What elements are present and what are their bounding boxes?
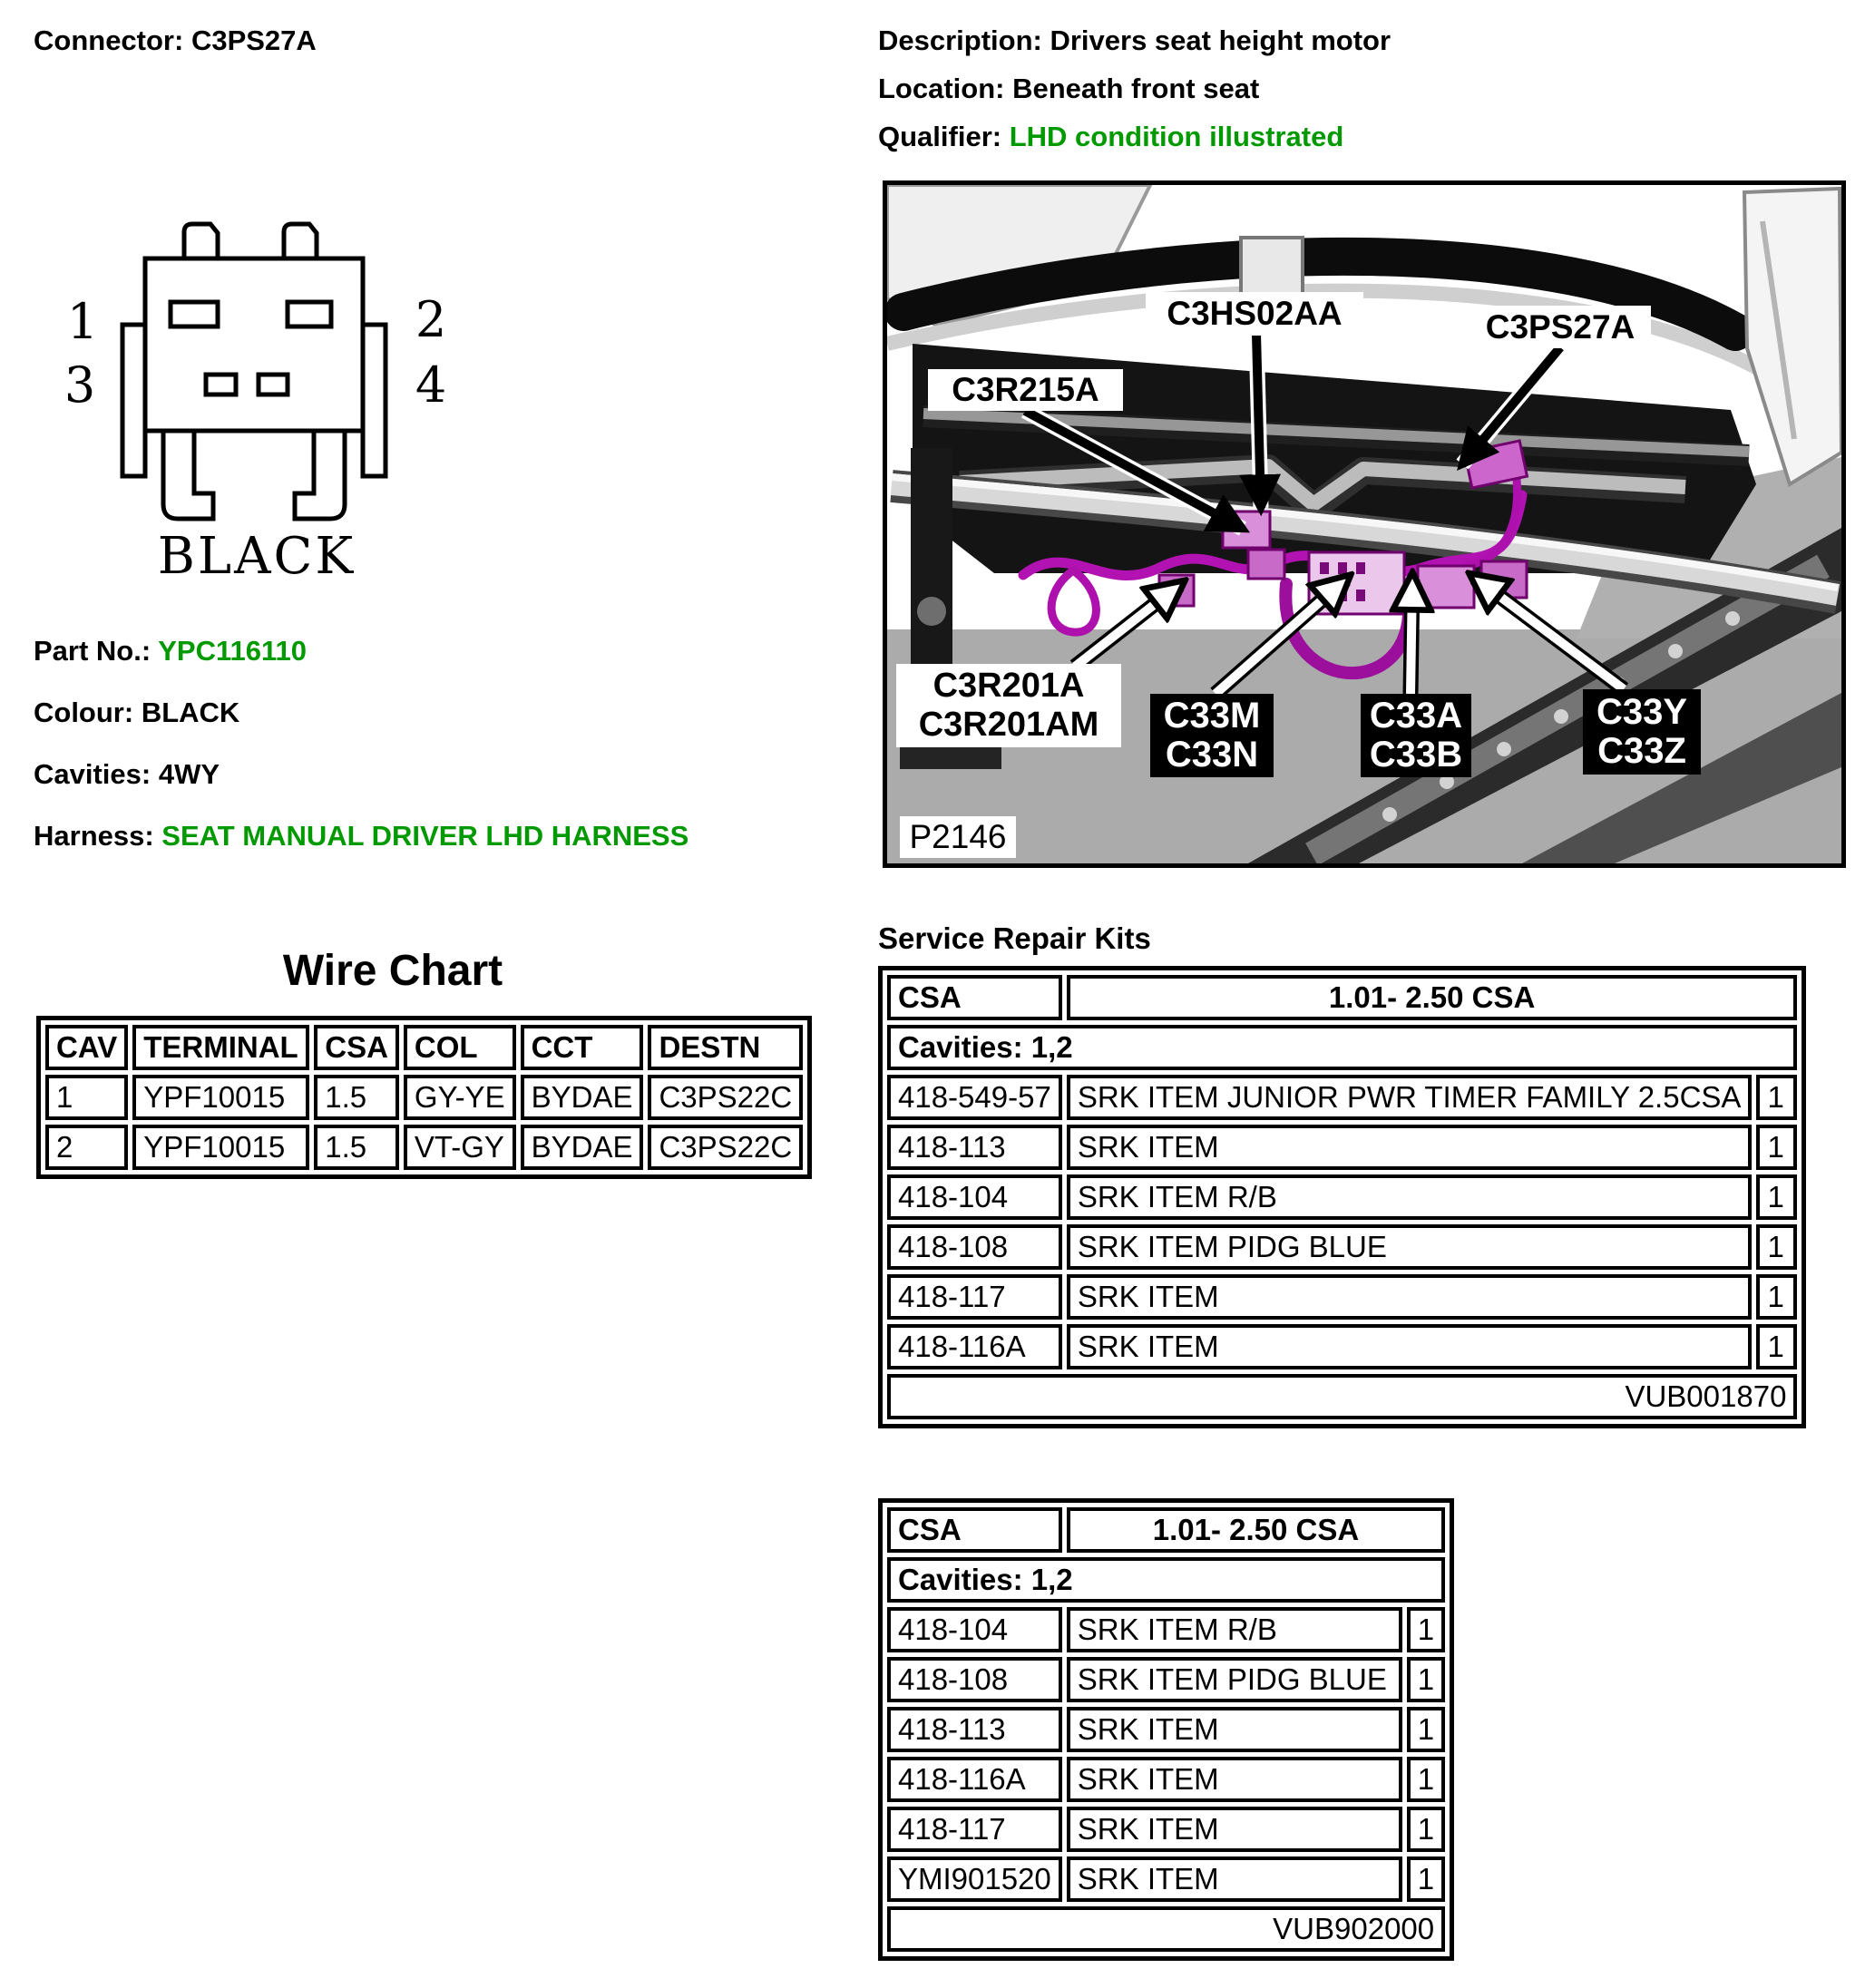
table-cell: YPF10015 (132, 1125, 309, 1170)
column-header: COL (404, 1025, 516, 1070)
table-row (887, 1757, 1445, 1802)
table-cell: YPF10015 (132, 1075, 309, 1120)
meta-line (878, 121, 1858, 153)
table-cell: SRK ITEM (1067, 1125, 1753, 1170)
pin-label-3: 3 (63, 356, 96, 414)
callout-line: C33A (1369, 695, 1463, 736)
wire-chart-title: Wire Chart (282, 947, 503, 995)
info-label: Part No.: (34, 635, 159, 667)
table-cell: SRK ITEM JUNIOR PWR TIMER FAMILY 2.5CSA (1067, 1075, 1753, 1120)
column-header: CSA (314, 1025, 399, 1070)
pin-label-4: 4 (415, 356, 447, 414)
table-row (887, 1856, 1445, 1902)
srk-footer-row (887, 1374, 1797, 1419)
callout-c3hs02aa: C3HS02AA (1146, 292, 1363, 336)
callout-line: C33M (1163, 695, 1261, 736)
callout-line: C3R201AM (918, 706, 1099, 744)
table-cell: 2 (45, 1125, 128, 1170)
table-cell: C3PS22C (648, 1125, 803, 1170)
meta-value: Drivers seat height motor (1050, 24, 1391, 56)
foot-right (295, 431, 345, 519)
table-cell: 1 (1756, 1125, 1797, 1170)
callout-c3ps27a: C3PS27A (1470, 306, 1651, 348)
table-cell: 1 (1756, 1324, 1797, 1369)
table-row (887, 1125, 1797, 1170)
tab-left (184, 224, 218, 258)
cavity-2 (288, 302, 331, 326)
table-row (887, 1174, 1797, 1220)
callout-line: C33Z (1597, 731, 1686, 771)
callout-c33m-c33n (1150, 694, 1274, 777)
cavity-1 (171, 302, 218, 326)
table-cell: SRK ITEM (1067, 1856, 1402, 1902)
table-cell: SRK ITEM R/B (1067, 1607, 1402, 1652)
column-header: TERMINAL (132, 1025, 309, 1070)
srk-footer-row (887, 1906, 1445, 1952)
info-line (34, 635, 814, 668)
kit-number-cell: VUB001870 (887, 1374, 1797, 1419)
table-cell: SRK ITEM (1067, 1324, 1753, 1369)
column-header: DESTN (648, 1025, 803, 1070)
cavities-cell: Cavities: 1,2 (887, 1025, 1797, 1070)
latch-right (363, 325, 386, 476)
table-cell: 1 (1756, 1224, 1797, 1270)
srk-cavities-row (887, 1557, 1445, 1603)
connector-pinout-diagram (50, 218, 467, 585)
table-cell: 418-116A (887, 1757, 1062, 1802)
table-row (887, 1075, 1797, 1120)
tab-right (284, 224, 317, 258)
table-cell: 418-108 (887, 1224, 1062, 1270)
table-cell: BYDAE (521, 1075, 644, 1120)
column-header: CSA (887, 975, 1062, 1020)
connector-color-label: BLACK (157, 527, 356, 585)
table-cell: 1 (1407, 1856, 1445, 1902)
table-row (887, 1224, 1797, 1270)
srk-heading: Service Repair Kits (878, 921, 1151, 955)
info-value: 4WY (158, 758, 220, 790)
connector-pinout-svg (50, 218, 467, 585)
column-header: CCT (521, 1025, 644, 1070)
srk-header-row (887, 1507, 1445, 1553)
table-cell: BYDAE (521, 1125, 644, 1170)
connector-c33a-target (1418, 566, 1474, 608)
table-row (45, 1125, 803, 1170)
table-row (887, 1324, 1797, 1369)
meta-value: Beneath front seat (1012, 73, 1260, 104)
table-cell: 1 (1407, 1607, 1445, 1652)
wire-chart-table (36, 1016, 812, 1179)
table-cell: 418-104 (887, 1607, 1062, 1652)
table-cell: 1 (1407, 1707, 1445, 1752)
connector-title (34, 24, 317, 57)
description-block (878, 24, 1858, 169)
table-cell: 1 (1407, 1657, 1445, 1702)
meta-value: LHD condition illustrated (1009, 121, 1344, 152)
table-cell: 418-549-57 (887, 1075, 1062, 1120)
table-cell: 1.5 (314, 1125, 399, 1170)
connector-info (34, 635, 814, 882)
cavities-cell: Cavities: 1,2 (887, 1557, 1445, 1603)
table-cell: SRK ITEM (1067, 1807, 1402, 1852)
figure-code-plate: P2146 (900, 816, 1016, 858)
meta-label: Location: (878, 73, 1013, 104)
arrow-c33a (1411, 580, 1412, 694)
callout-c33a-c33b (1361, 694, 1471, 777)
wire-chart-header-row (45, 1025, 803, 1070)
connector-title-label: Connector: (34, 24, 184, 56)
table-cell: C3PS22C (648, 1075, 803, 1120)
cavity-3 (206, 375, 236, 395)
callout-line: C33N (1165, 735, 1259, 775)
table-cell: SRK ITEM (1067, 1707, 1402, 1752)
table-cell: SRK ITEM (1067, 1757, 1402, 1802)
table-cell: 1 (1756, 1075, 1797, 1120)
meta-label: Qualifier: (878, 121, 1010, 152)
meta-label: Description: (878, 24, 1050, 56)
callout-c3r215a: C3R215A (928, 369, 1123, 411)
column-header: CSA (887, 1507, 1062, 1553)
info-label: Harness: (34, 820, 162, 852)
table-row (45, 1075, 803, 1120)
meta-line (878, 24, 1858, 57)
callout-c33y-c33z (1583, 689, 1701, 775)
table-cell: SRK ITEM PIDG BLUE (1067, 1224, 1753, 1270)
table-cell: YMI901520 (887, 1856, 1062, 1902)
table-cell: GY-YE (404, 1075, 516, 1120)
table-cell: 418-117 (887, 1274, 1062, 1320)
table-row (887, 1607, 1445, 1652)
table-cell: 1 (45, 1075, 128, 1120)
column-header: CAV (45, 1025, 128, 1070)
table-cell: 418-117 (887, 1807, 1062, 1852)
kit-number-cell: VUB902000 (887, 1906, 1445, 1952)
column-header: 1.01- 2.50 CSA (1067, 1507, 1445, 1553)
info-label: Cavities: (34, 758, 159, 790)
location-photo (883, 180, 1846, 868)
info-line (34, 758, 814, 791)
table-row (887, 1707, 1445, 1752)
callout-c3r201a (896, 664, 1121, 747)
info-label: Colour: (34, 697, 142, 728)
connector-title-value: C3PS27A (190, 24, 317, 56)
srk-table-1 (878, 966, 1806, 1428)
table-cell: 418-113 (887, 1707, 1062, 1752)
pivot (917, 597, 946, 626)
table-cell: VT-GY (404, 1125, 516, 1170)
table-row (887, 1657, 1445, 1702)
srk-cavities-row (887, 1025, 1797, 1070)
table-cell: SRK ITEM PIDG BLUE (1067, 1657, 1402, 1702)
table-cell: 1 (1756, 1174, 1797, 1220)
table-cell: 1 (1407, 1757, 1445, 1802)
table-row (887, 1807, 1445, 1852)
arrow-c3hs02aa (1256, 334, 1261, 508)
table-cell: 1.5 (314, 1075, 399, 1120)
table-cell: SRK ITEM (1067, 1274, 1753, 1320)
callout-line: C33B (1369, 735, 1463, 775)
pin-label-2: 2 (415, 291, 447, 348)
table-cell: 418-104 (887, 1174, 1062, 1220)
callout-line: C33Y (1596, 691, 1688, 732)
callout-line: C3R201A (932, 667, 1085, 706)
info-line (34, 820, 814, 853)
info-value: SEAT MANUAL DRIVER LHD HARNESS (161, 820, 689, 852)
info-value: BLACK (141, 697, 240, 728)
table-row (887, 1274, 1797, 1320)
table-cell: SRK ITEM R/B (1067, 1174, 1753, 1220)
meta-line (878, 73, 1858, 105)
table-cell: 1 (1407, 1807, 1445, 1852)
srk-table-2 (878, 1498, 1454, 1961)
pin-label-1: 1 (66, 293, 99, 350)
table-cell: 1 (1756, 1274, 1797, 1320)
info-line (34, 697, 814, 729)
cavity-4 (259, 375, 288, 395)
column-header: 1.01- 2.50 CSA (1067, 975, 1798, 1020)
latch-left (122, 325, 145, 476)
connector-c3r215a-target (1248, 550, 1284, 579)
table-cell: 418-108 (887, 1657, 1062, 1702)
srk-header-row (887, 975, 1797, 1020)
info-value: YPC116110 (158, 635, 307, 667)
connector-body (145, 258, 363, 431)
table-cell: 418-113 (887, 1125, 1062, 1170)
table-cell: 418-116A (887, 1324, 1062, 1369)
foot-left (163, 431, 213, 519)
